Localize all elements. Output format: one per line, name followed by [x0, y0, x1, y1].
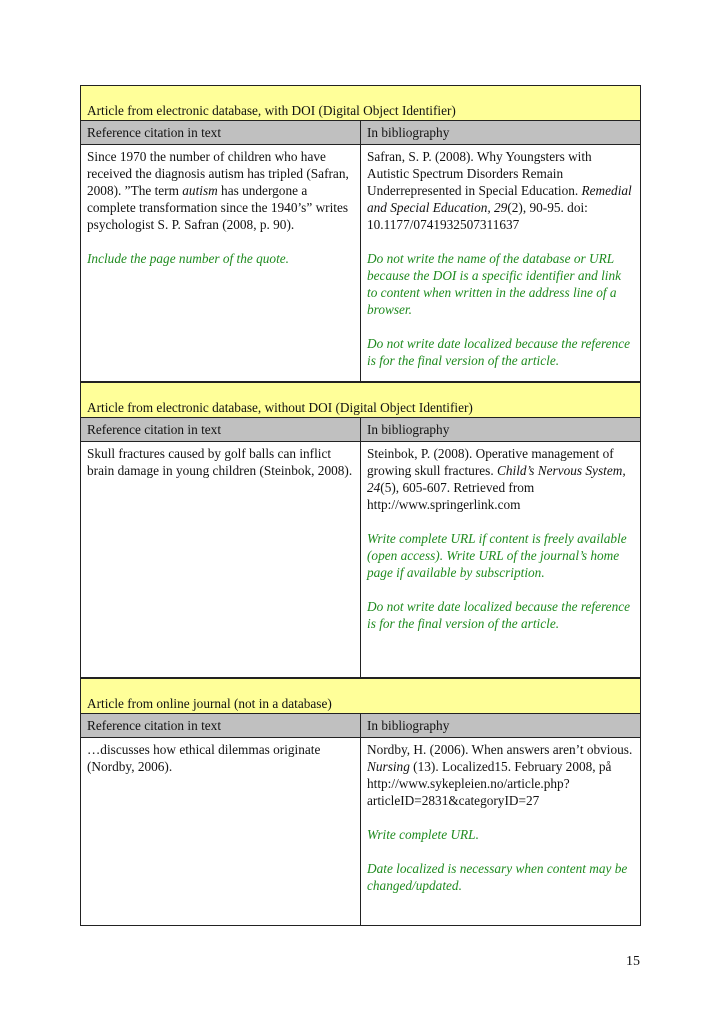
bibliography-entry: Nordby, H. (2006). When answers aren’t obvious. Nursing (13). Localized15. February 2008, på http://www.sykepleien.no/article.php?articleID=2831&categoryID=27	[367, 742, 633, 808]
page-number: 15	[626, 954, 640, 969]
reference-table-online-journal	[80, 678, 641, 926]
bibliography-note: Write complete URL if content is freely available (open access). Write URL of the journal’s home page if available by subscription.	[367, 531, 627, 580]
document-page	[80, 85, 641, 926]
section-title: Article from online journal (not in a database)	[81, 679, 641, 714]
reference-table-no-doi	[80, 382, 641, 678]
bibliography-note: Do not write date localized because the reference is for the final version of the article.	[367, 599, 631, 631]
bibliography-cell	[361, 738, 641, 926]
bibliography-entry: Steinbok, P. (2008). Operative management of growing skull fractures. Child’s Nervous System, 24(5), 605-607. Retrieved from http://www.springerlink.com	[367, 446, 626, 512]
column-header-citation: Reference citation in text	[81, 121, 361, 145]
citation-text: Skull fractures caused by golf balls can inflict brain damage in young children (Steinbok, 2008).	[87, 446, 353, 478]
bibliography-entry: Safran, S. P. (2008). Why Youngsters with Autistic Spectrum Disorders Remain Underrepresented in Special Education. Remedial and Special Education, 29(2), 90-95. doi: 10.1177/0741932507311637	[367, 149, 632, 232]
bibliography-note: Do not write date localized because the reference is for the final version of the article.	[367, 336, 631, 368]
bibliography-note: Write complete URL.	[367, 827, 479, 842]
citation-cell	[81, 442, 361, 678]
column-header-citation: Reference citation in text	[81, 714, 361, 738]
column-header-bibliography: In bibliography	[361, 418, 641, 442]
citation-text: …discusses how ethical dilemmas originate (Nordby, 2006).	[87, 742, 321, 774]
column-header-bibliography: In bibliography	[361, 121, 641, 145]
bibliography-note: Date localized is necessary when content may be changed/updated.	[367, 861, 628, 893]
bibliography-cell	[361, 145, 641, 382]
bibliography-cell	[361, 442, 641, 678]
bibliography-note: Do not write the name of the database or URL because the DOI is a specific identifier and link to content when written in the address line of a browser.	[367, 251, 622, 317]
section-title: Article from electronic database, without DOI (Digital Object Identifier)	[81, 383, 641, 418]
column-header-bibliography: In bibliography	[361, 714, 641, 738]
reference-table-doi	[80, 85, 641, 382]
citation-cell	[81, 145, 361, 382]
section-title: Article from electronic database, with DOI (Digital Object Identifier)	[81, 86, 641, 121]
citation-text: Since 1970 the number of children who have received the diagnosis autism has tripled (Safran, 2008). ”The term autism has undergone a complete transformation since the 1940’s” writes psychologist S. P. Safran (2008, p. 90).	[87, 149, 349, 232]
citation-note: Include the page number of the quote.	[87, 251, 289, 266]
column-header-citation: Reference citation in text	[81, 418, 361, 442]
citation-cell	[81, 738, 361, 926]
